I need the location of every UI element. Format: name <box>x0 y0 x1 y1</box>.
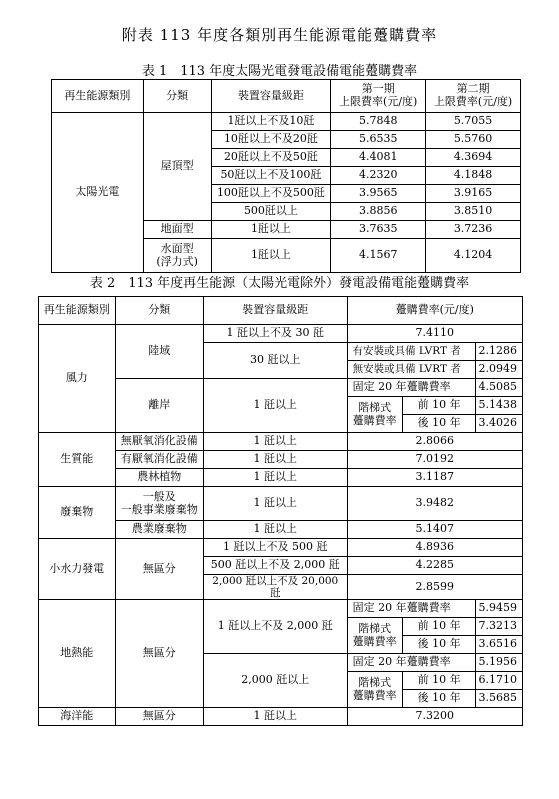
table-row <box>52 113 521 131</box>
rate-cell: 5.6535 <box>331 131 426 149</box>
type-cell: 無區分 <box>115 600 203 708</box>
table-row <box>39 487 523 521</box>
capacity-cell: 500瓩以上 <box>211 203 331 221</box>
rate-cell: 5.7055 <box>426 113 521 131</box>
rate-cell: 7.3213 <box>476 618 523 636</box>
capacity-cell: 1 瓩以上不及 500 瓩 <box>203 539 347 557</box>
header-period2: 第二期 上限費率(元/度) <box>426 80 521 113</box>
period-label: 後 10 年 <box>402 415 476 433</box>
category-cell: 生質能 <box>39 433 116 487</box>
rate-cell: 4.3694 <box>426 149 521 167</box>
type-cell: 無區分 <box>115 539 203 600</box>
period-label: 前 10 年 <box>402 672 476 690</box>
capacity-cell: 20瓩以上不及50瓩 <box>211 149 331 167</box>
category-cell: 風力 <box>39 325 116 433</box>
rate-cell: 3.1187 <box>347 469 522 487</box>
solar-tariff-table <box>51 79 521 273</box>
capacity-cell: 50瓩以上不及100瓩 <box>211 167 331 185</box>
rate-cell: 4.1204 <box>426 239 521 273</box>
table-row <box>39 539 523 557</box>
header-capacity: 裝置容量級距 <box>211 80 331 113</box>
capacity-cell: 1 瓩以上不及 30 瓩 <box>203 325 347 343</box>
rate-cell: 5.1407 <box>347 521 522 539</box>
category-cell: 廢棄物 <box>39 487 116 539</box>
rate-cell: 5.9459 <box>476 600 523 618</box>
rate-cell: 2.8599 <box>347 575 522 600</box>
rate-cell: 5.1956 <box>476 654 523 672</box>
rate-cell: 4.8936 <box>347 539 522 557</box>
header-rate: 躉購費率(元/度) <box>347 297 522 325</box>
table-row <box>39 325 523 343</box>
header-type: 分類 <box>115 297 203 325</box>
capacity-cell: 1 瓩以上 <box>203 487 347 521</box>
rate-cell: 4.2320 <box>331 167 426 185</box>
header-category: 再生能源類別 <box>39 297 116 325</box>
type-cell: 無厭氧消化設備 <box>115 433 203 451</box>
fixed20-label: 固定 20 年躉購費率 <box>347 654 476 672</box>
rate-cell: 3.9482 <box>347 487 522 521</box>
lvrt-label: 有安裝或具備 LVRT 者 <box>347 343 476 361</box>
period-label: 後 10 年 <box>402 636 476 654</box>
rate-cell: 7.4110 <box>347 325 522 343</box>
rate-cell: 7.3200 <box>347 708 522 726</box>
table-row <box>39 433 523 451</box>
rate-cell: 3.9565 <box>331 185 426 203</box>
type-cell: 農林植物 <box>115 469 203 487</box>
table-row <box>39 600 523 618</box>
rate-cell: 5.1438 <box>476 397 523 415</box>
capacity-cell: 1 瓩以上 <box>203 433 347 451</box>
capacity-cell: 30 瓩以上 <box>203 343 347 379</box>
capacity-cell: 1 瓩以上 <box>203 521 347 539</box>
rate-cell: 3.4026 <box>476 415 523 433</box>
table2-caption: 表 2 113 年度再生能源（太陽光電除外）發電設備電能躉購費率 <box>89 276 470 291</box>
rate-cell: 3.7635 <box>331 221 426 239</box>
type-cell: 水面型 (浮力式) <box>143 239 211 273</box>
capacity-cell: 2,000 瓩以上不及 20,000 瓩 <box>203 575 347 600</box>
rate-cell: 3.5685 <box>476 690 523 708</box>
header-category: 再生能源類別 <box>52 80 144 113</box>
capacity-cell: 2,000 瓩以上 <box>203 654 347 708</box>
rate-cell: 3.8510 <box>426 203 521 221</box>
rate-cell: 2.8066 <box>347 433 522 451</box>
category-cell: 太陽光電 <box>52 113 144 273</box>
type-cell: 地面型 <box>143 221 211 239</box>
header-type: 分類 <box>143 80 211 113</box>
type-cell: 屋頂型 <box>143 113 211 221</box>
type-cell: 一般及 一般事業廢棄物 <box>115 487 203 521</box>
capacity-cell: 1 瓩以上 <box>203 708 347 726</box>
header-period1: 第一期 上限費率(元/度) <box>331 80 426 113</box>
category-cell: 地熱能 <box>39 600 116 708</box>
capacity-cell: 100瓩以上不及500瓩 <box>211 185 331 203</box>
capacity-cell: 1 瓩以上 <box>203 469 347 487</box>
capacity-cell: 1 瓩以上不及 2,000 瓩 <box>203 600 347 654</box>
type-cell: 無區分 <box>115 708 203 726</box>
header-capacity: 裝置容量級距 <box>203 297 347 325</box>
table1-caption: 表 1 113 年度太陽光電發電設備電能躉購費率 <box>141 64 418 79</box>
rate-cell: 6.1710 <box>476 672 523 690</box>
page-title: 附表 113 年度各類別再生能源電能躉購費率 <box>121 26 438 44</box>
rate-cell: 4.5085 <box>476 379 523 397</box>
table-header-row <box>52 80 521 113</box>
rate-cell: 4.1567 <box>331 239 426 273</box>
period-label: 前 10 年 <box>402 618 476 636</box>
rate-cell: 4.2285 <box>347 557 522 575</box>
rate-cell: 5.7848 <box>331 113 426 131</box>
tiered-label: 階梯式 躉購費率 <box>347 397 402 433</box>
type-cell: 離岸 <box>115 379 203 433</box>
rate-cell: 2.0949 <box>476 361 523 379</box>
table-header-row <box>39 297 523 325</box>
capacity-cell: 1瓩以上 <box>211 221 331 239</box>
rate-cell: 5.5760 <box>426 131 521 149</box>
category-cell: 海洋能 <box>39 708 116 726</box>
tiered-label: 階梯式 躉購費率 <box>347 672 402 708</box>
rate-cell: 4.1848 <box>426 167 521 185</box>
fixed20-label: 固定 20 年躉購費率 <box>347 379 476 397</box>
capacity-cell: 1 瓩以上 <box>203 379 347 433</box>
renewable-tariff-table <box>38 296 523 726</box>
type-cell: 陸域 <box>115 325 203 379</box>
period-label: 前 10 年 <box>402 397 476 415</box>
rate-cell: 3.8856 <box>331 203 426 221</box>
tiered-label: 階梯式 躉購費率 <box>347 618 402 654</box>
capacity-cell: 500 瓩以上不及 2,000 瓩 <box>203 557 347 575</box>
capacity-cell: 1瓩以上 <box>211 239 331 273</box>
rate-cell: 4.4081 <box>331 149 426 167</box>
category-cell: 小水力發電 <box>39 539 116 600</box>
table-row <box>39 708 523 726</box>
fixed20-label: 固定 20 年躉購費率 <box>347 600 476 618</box>
capacity-cell: 1 瓩以上 <box>203 451 347 469</box>
type-cell: 農業廢棄物 <box>115 521 203 539</box>
period-label: 後 10 年 <box>402 690 476 708</box>
rate-cell: 3.6516 <box>476 636 523 654</box>
capacity-cell: 1瓩以上不及10瓩 <box>211 113 331 131</box>
type-cell: 有厭氧消化設備 <box>115 451 203 469</box>
capacity-cell: 10瓩以上不及20瓩 <box>211 131 331 149</box>
rate-cell: 7.0192 <box>347 451 522 469</box>
rate-cell: 3.9165 <box>426 185 521 203</box>
rate-cell: 3.7236 <box>426 221 521 239</box>
lvrt-label: 無安裝或具備 LVRT 者 <box>347 361 476 379</box>
rate-cell: 2.1286 <box>476 343 523 361</box>
